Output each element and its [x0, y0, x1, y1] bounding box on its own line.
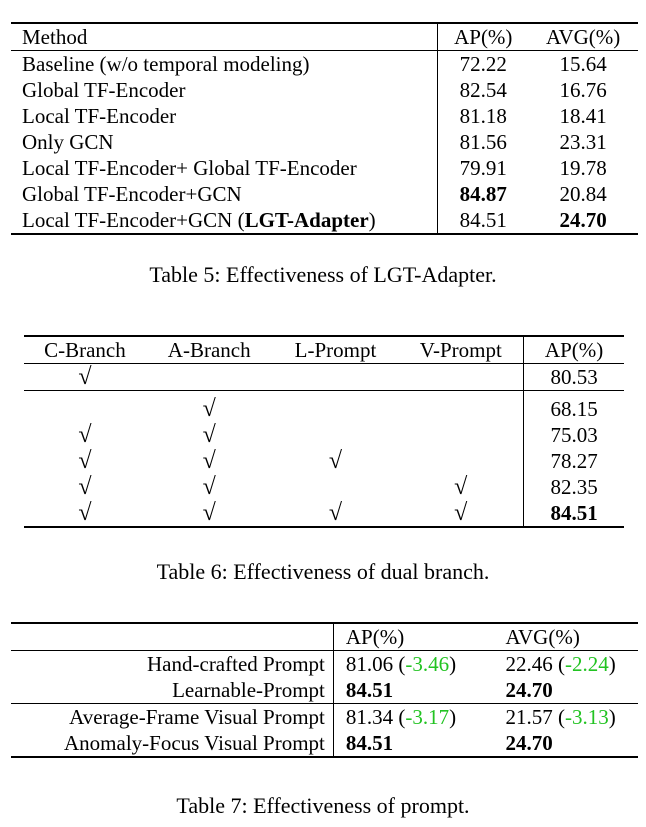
table-6-header-row — [24, 336, 624, 364]
avg-cell: 22.46 (-2.24) — [505, 652, 616, 676]
method-cell: Only GCN — [11, 129, 438, 155]
column-header-ap: AP(%) — [333, 623, 493, 651]
check-mark: √ — [202, 395, 216, 422]
empty-cell — [398, 396, 523, 422]
prompt-name: Hand-crafted Prompt — [11, 651, 333, 678]
column-header-avg: AVG(%) — [528, 23, 638, 51]
avg-cell: 18.41 — [559, 104, 607, 128]
method-highlight: LGT-Adapter — [244, 208, 369, 232]
ap-value: 81.34 — [345, 705, 394, 729]
check-mark: √ — [202, 421, 216, 448]
table-row — [11, 51, 638, 78]
prompt-name: Average-Frame Visual Prompt — [11, 704, 333, 731]
column-header-avg: AVG(%) — [494, 623, 638, 651]
ap-cell: 79.91 — [459, 156, 507, 180]
ap-delta: -3.46 — [405, 652, 450, 676]
method-suffix: ) — [368, 208, 376, 232]
check-mark: √ — [146, 500, 273, 527]
method-cell: Local TF-Encoder — [11, 103, 438, 129]
ap-cell: 81.18 — [459, 104, 507, 128]
column-header-ap: AP(%) — [438, 23, 529, 51]
table-row — [11, 77, 638, 103]
empty-cell — [398, 364, 523, 391]
method-prefix: Local TF-Encoder+GCN ( — [22, 208, 245, 232]
column-header-l-prompt: L-Prompt — [273, 336, 399, 364]
table-row — [11, 181, 638, 207]
check-mark: √ — [398, 500, 523, 527]
empty-cell — [398, 448, 523, 474]
table-row — [11, 730, 638, 757]
ap-cell: 84.51 — [438, 207, 529, 234]
ap-value: 81.06 — [345, 652, 394, 676]
column-header-ap: AP(%) — [524, 336, 624, 364]
check-mark: √ — [78, 473, 92, 500]
avg-delta: -2.24 — [565, 652, 609, 676]
table-row — [11, 103, 638, 129]
table-row — [24, 448, 624, 474]
ap-cell: 72.22 — [459, 52, 507, 76]
avg-cell: 19.78 — [559, 156, 607, 180]
table-row — [24, 396, 624, 422]
table-row — [24, 474, 624, 500]
avg-cell-best: 24.70 — [494, 677, 638, 704]
table-6-caption: Table 6: Effectiveness of dual branch. — [156, 559, 490, 584]
table-row — [11, 129, 638, 155]
avg-cell: 21.57 (-3.13) — [505, 705, 616, 729]
check-mark: √ — [398, 474, 523, 500]
table-5-header-row — [11, 23, 638, 51]
check-mark: √ — [24, 364, 146, 391]
method-cell: Global TF-Encoder — [11, 77, 438, 103]
ap-cell: 81.56 — [459, 130, 507, 154]
empty-cell — [146, 364, 273, 391]
avg-value: 22.46 — [505, 652, 553, 676]
empty-cell — [398, 422, 523, 448]
check-mark: √ — [328, 447, 343, 474]
check-mark: √ — [24, 500, 146, 527]
table-row — [11, 704, 638, 731]
avg-cell: 23.31 — [559, 130, 607, 154]
method-cell: Baseline (w/o temporal modeling) — [11, 51, 438, 78]
table-7-header-row — [11, 623, 638, 651]
table-row — [11, 155, 638, 181]
ap-cell: 81.06 (-3.46) — [345, 652, 457, 676]
ap-cell: 80.53 — [524, 364, 624, 391]
method-cell: Global TF-Encoder+GCN — [11, 181, 438, 207]
avg-cell: 15.64 — [559, 52, 607, 76]
ap-cell-best: 84.87 — [459, 182, 507, 206]
check-mark: √ — [202, 447, 216, 474]
empty-cell — [273, 396, 399, 422]
table-row — [11, 207, 638, 234]
empty-cell — [273, 364, 399, 391]
avg-value: 21.57 — [505, 705, 553, 729]
table-5 — [11, 22, 638, 235]
avg-delta: -3.13 — [565, 705, 609, 729]
avg-cell-best: 24.70 — [528, 207, 638, 234]
table-5-caption: Table 5: Effectiveness of LGT-Adapter. — [149, 262, 497, 287]
check-mark: √ — [202, 473, 216, 500]
ap-cell: 78.27 — [550, 448, 598, 473]
ap-cell: 82.54 — [459, 78, 507, 102]
empty-cell — [273, 422, 399, 448]
ap-cell: 82.35 — [550, 474, 598, 499]
column-header-blank — [11, 623, 333, 651]
avg-cell: 16.76 — [559, 78, 607, 102]
table-row — [24, 364, 624, 391]
ap-cell-best: 84.51 — [333, 730, 493, 757]
table-row — [24, 422, 624, 448]
ap-cell-best: 84.51 — [524, 500, 624, 527]
ap-delta: -3.17 — [405, 705, 450, 729]
check-mark: √ — [78, 447, 92, 474]
prompt-name: Anomaly-Focus Visual Prompt — [11, 730, 333, 757]
empty-cell — [273, 474, 399, 500]
method-cell: Local TF-Encoder+ Global TF-Encoder — [11, 155, 438, 181]
ap-cell-best: 84.51 — [333, 677, 493, 704]
ap-cell: 68.15 — [550, 396, 598, 421]
table-6 — [24, 335, 624, 528]
column-header-a-branch: A-Branch — [146, 336, 273, 364]
table-7-caption: Table 7: Effectiveness of prompt. — [176, 793, 470, 818]
prompt-name: Learnable-Prompt — [11, 677, 333, 704]
table-row — [11, 651, 638, 678]
avg-cell-best: 24.70 — [494, 730, 638, 757]
check-mark: √ — [273, 500, 399, 527]
avg-cell: 20.84 — [559, 182, 607, 206]
method-cell — [11, 207, 438, 234]
ap-cell: 81.34 (-3.17) — [345, 705, 457, 729]
table-row — [24, 500, 624, 527]
check-mark: √ — [78, 421, 92, 448]
ap-cell: 75.03 — [550, 422, 598, 447]
table-7 — [11, 622, 638, 758]
column-header-method: Method — [11, 23, 438, 51]
column-header-v-prompt: V-Prompt — [398, 336, 523, 364]
empty-cell — [24, 396, 146, 422]
column-header-c-branch: C-Branch — [24, 336, 146, 364]
table-row — [11, 677, 638, 704]
